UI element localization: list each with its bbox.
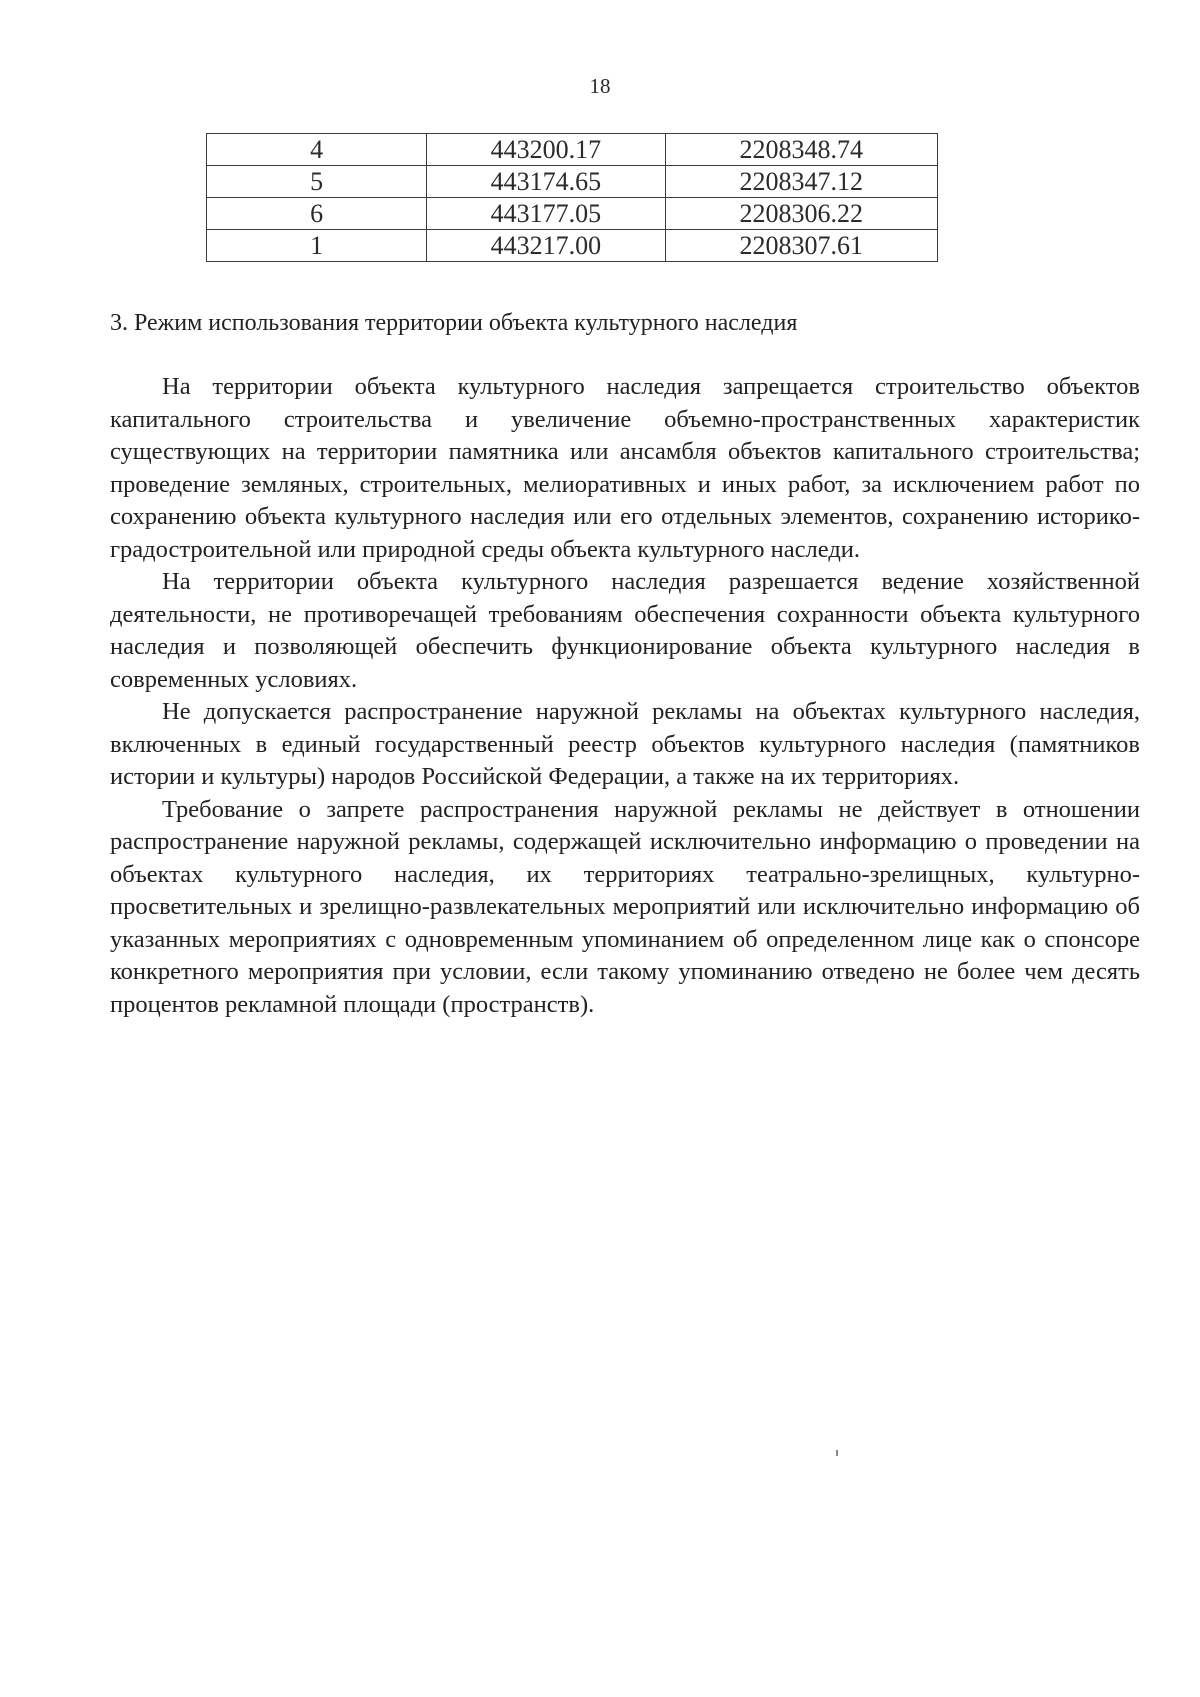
scan-speck bbox=[836, 1450, 838, 1456]
x-coordinate-cell: 443174.65 bbox=[427, 166, 665, 198]
page-number: 18 bbox=[589, 74, 611, 98]
point-number-cell: 1 bbox=[207, 230, 427, 262]
y-coordinate-cell: 2208347.12 bbox=[665, 166, 937, 198]
y-coordinate-cell: 2208306.22 bbox=[665, 198, 937, 230]
table-row bbox=[207, 166, 938, 198]
x-coordinate-cell: 443177.05 bbox=[427, 198, 665, 230]
table-row bbox=[207, 198, 938, 230]
table-row bbox=[207, 230, 938, 262]
section-body bbox=[110, 371, 1140, 1021]
point-number-cell: 6 bbox=[207, 198, 427, 230]
paragraph: Требование о запрете распространения наружной рекламы не действует в отношении распространение наружной рекламы, содержащей исключительно информацию о проведении на объектах культурного наследия, их территориях театрально-зрелищных, культурно-просветительных и зрелищно-развлекательных мероприятий или исключительно информацию об указанных мероприятиях с одновременным упоминанием об определенном лице как о спонсоре конкретного мероприятия при условии, если такому упоминанию отведено не более чем десять процентов рекламной площади (пространств). bbox=[110, 795, 1140, 1018]
point-number-cell: 4 bbox=[207, 134, 427, 166]
y-coordinate-cell: 2208307.61 bbox=[665, 230, 937, 262]
paragraph: На территории объекта культурного наследия разрешается ведение хозяйственной деятельности, не противоречащей требованиям обеспечения сохранности объекта культурного наследия и позволяющей обеспечить функционирование объекта культурного наследия в современных условиях. bbox=[110, 568, 1140, 693]
coordinates-table bbox=[206, 133, 938, 262]
x-coordinate-cell: 443200.17 bbox=[427, 134, 665, 166]
section-heading: 3. Режим использования территории объекта культурного наследия bbox=[110, 310, 798, 336]
x-coordinate-cell: 443217.00 bbox=[427, 230, 665, 262]
table-row bbox=[207, 134, 938, 166]
paragraph: На территории объекта культурного наследия запрещается строительство объектов капитального строительства и увеличение объемно-пространственных характеристик существующих на территории памятника или ансамбля объектов капитального строительства; проведение земляных, строительных, мелиоративных и иных работ, за исключением работ по сохранению объекта культурного наследия или его отдельных элементов, сохранению историко-градостроительной или природной среды объекта культурного наследи. bbox=[110, 373, 1140, 563]
point-number-cell: 5 bbox=[207, 166, 427, 198]
paragraph: Не допускается распространение наружной рекламы на объектах культурного наследия, включенных в единый государственный реестр объектов культурного наследия (памятников истории и культуры) народов Российской Федерации, а также на их территориях. bbox=[110, 698, 1140, 790]
y-coordinate-cell: 2208348.74 bbox=[665, 134, 937, 166]
